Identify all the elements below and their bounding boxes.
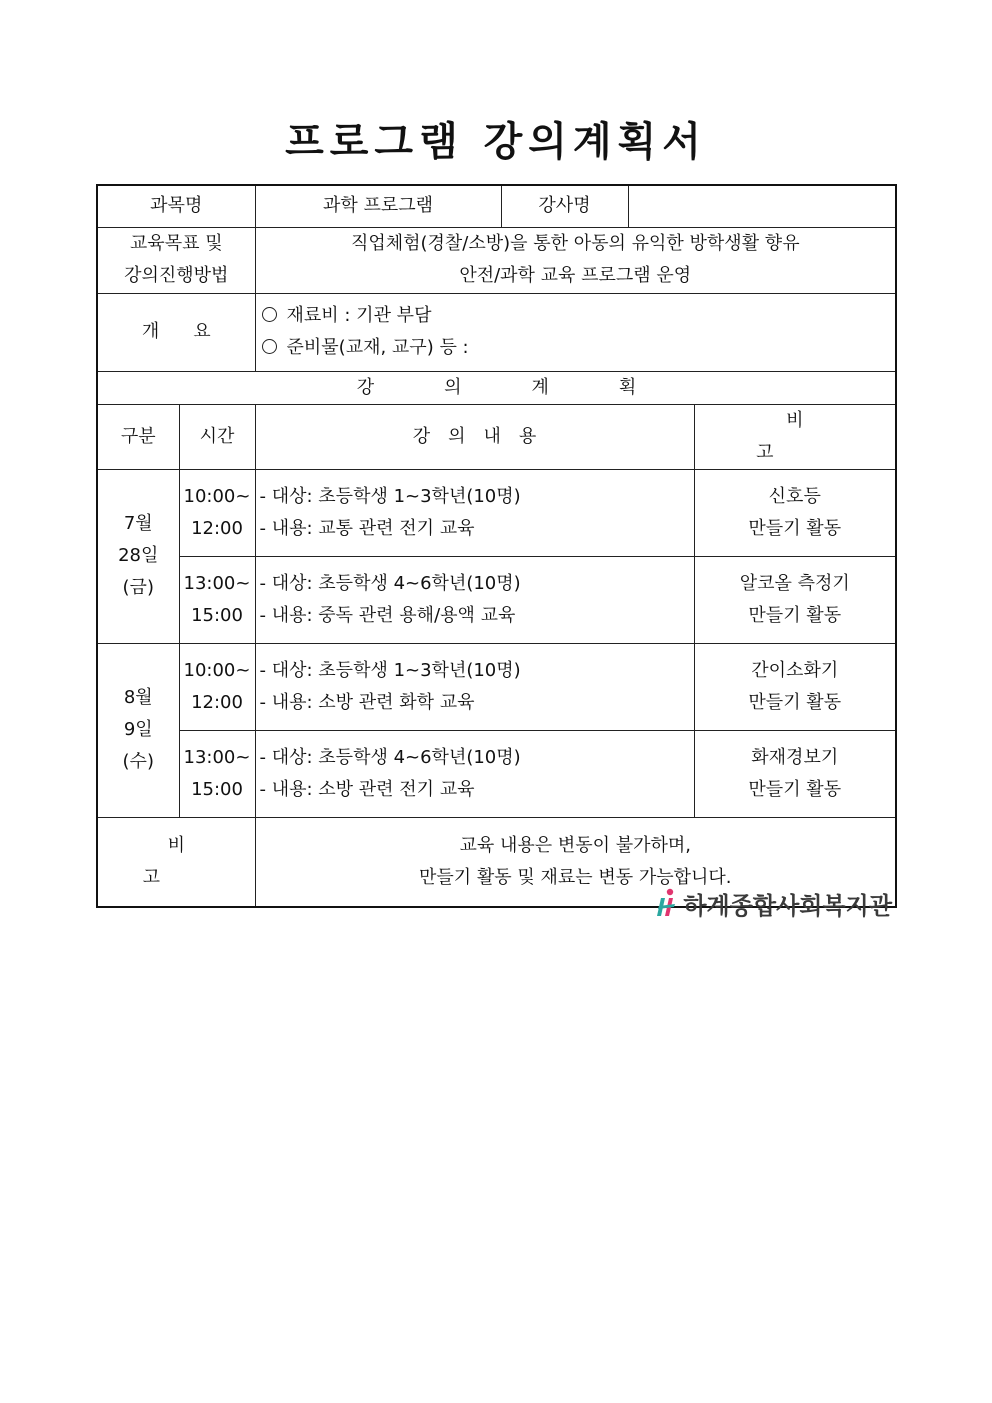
content-cell [255, 730, 694, 817]
time-end: 15:00 [191, 604, 243, 626]
remarks-label: 비고 [97, 817, 255, 907]
time-cell [179, 556, 255, 643]
remarks-line2: 만들기 활동 및 재료는 변동 가능합니다. [418, 866, 732, 888]
session-row [97, 556, 896, 643]
day-weekday: (수) [122, 751, 154, 772]
remark-activity: 만들기 활동 [748, 691, 842, 713]
remark-activity: 만들기 활동 [748, 604, 842, 626]
content-cell [255, 469, 694, 556]
remark-cell [694, 556, 896, 643]
time-start: 13:00~ [183, 746, 251, 768]
content-cell [255, 643, 694, 730]
objective-label-line1: 교육목표 및 [129, 233, 223, 254]
session-content: - 내용: 교통 관련 전기 교육 [259, 517, 475, 539]
overview-row [97, 293, 896, 371]
subject-value: 과학 프로그램 [255, 185, 501, 227]
session-row [97, 643, 896, 730]
time-cell [179, 643, 255, 730]
plan-header: 강의계획 [97, 371, 896, 404]
overview-item [260, 300, 896, 332]
remark-item: 알코올 측정기 [739, 572, 850, 594]
time-end: 12:00 [191, 517, 243, 539]
circle-bullet-icon [262, 307, 277, 322]
objective-line2: 안전/과학 교육 프로그램 운영 [459, 265, 692, 286]
time-start: 10:00~ [183, 659, 251, 681]
col-division: 구분 [97, 404, 179, 469]
objective-label-line2: 강의진행방법 [124, 265, 229, 286]
session-row [97, 730, 896, 817]
time-cell [179, 469, 255, 556]
col-remarks: 비고 [694, 404, 896, 469]
overview-item-text: 준비물(교재, 교구) 등 : [286, 337, 469, 358]
objective-label [97, 227, 255, 293]
time-cell [179, 730, 255, 817]
org-name: 하계종합사회복지관 [683, 891, 892, 920]
overview-label: 개요 [97, 293, 255, 371]
time-end: 12:00 [191, 691, 243, 713]
remark-cell [694, 469, 896, 556]
session-content: - 내용: 소방 관련 전기 교육 [259, 778, 475, 800]
day-weekday: (금) [122, 577, 154, 598]
subject-label: 과목명 [97, 185, 255, 227]
instructor-label: 강사명 [501, 185, 628, 227]
session-target: - 대상: 초등학생 1~3학년(10명) [259, 485, 521, 507]
time-start: 10:00~ [183, 485, 251, 507]
remarks-line1: 교육 내용은 변동이 불가하며, [459, 834, 692, 856]
remark-activity: 만들기 활동 [748, 517, 842, 539]
plan-header-row [97, 371, 896, 404]
remark-item: 간이소화기 [751, 659, 839, 681]
day-date: 9일 [123, 719, 153, 740]
objective-value [255, 227, 896, 293]
instructor-value [628, 185, 896, 227]
overview-item-text: 재료비 : 기관 부담 [286, 305, 432, 326]
subject-row [97, 185, 896, 227]
session-target: - 대상: 초등학생 4~6학년(10명) [259, 746, 521, 768]
remark-activity: 만들기 활동 [748, 778, 842, 800]
col-time: 시간 [179, 404, 255, 469]
objective-row [97, 227, 896, 293]
remark-item: 화재경보기 [751, 746, 839, 768]
session-content: - 내용: 중독 관련 용해/용액 교육 [259, 604, 516, 626]
overview-value [255, 293, 896, 371]
time-start: 13:00~ [183, 572, 251, 594]
day-month: 8월 [123, 687, 153, 708]
footer-logo [655, 886, 892, 920]
session-row [97, 469, 896, 556]
org-logo-icon [655, 888, 681, 918]
day-date: 28일 [118, 545, 159, 566]
objective-line1: 직업체험(경찰/소방)을 통한 아동의 유익한 방학생활 향유 [350, 233, 800, 254]
remark-cell [694, 730, 896, 817]
day-cell [97, 643, 179, 817]
remark-cell [694, 643, 896, 730]
col-content: 강의내용 [255, 404, 694, 469]
overview-item [260, 332, 896, 364]
content-cell [255, 556, 694, 643]
session-content: - 내용: 소방 관련 화학 교육 [259, 691, 475, 713]
page-title: 프로그램 강의계획서 [285, 119, 707, 165]
time-end: 15:00 [191, 778, 243, 800]
session-target: - 대상: 초등학생 4~6학년(10명) [259, 572, 521, 594]
day-cell [97, 469, 179, 643]
session-target: - 대상: 초등학생 1~3학년(10명) [259, 659, 521, 681]
remark-item: 신호등 [768, 485, 821, 507]
column-header-row [97, 404, 896, 469]
lecture-plan-table [96, 184, 897, 908]
day-month: 7월 [123, 513, 153, 534]
circle-bullet-icon [262, 339, 277, 354]
